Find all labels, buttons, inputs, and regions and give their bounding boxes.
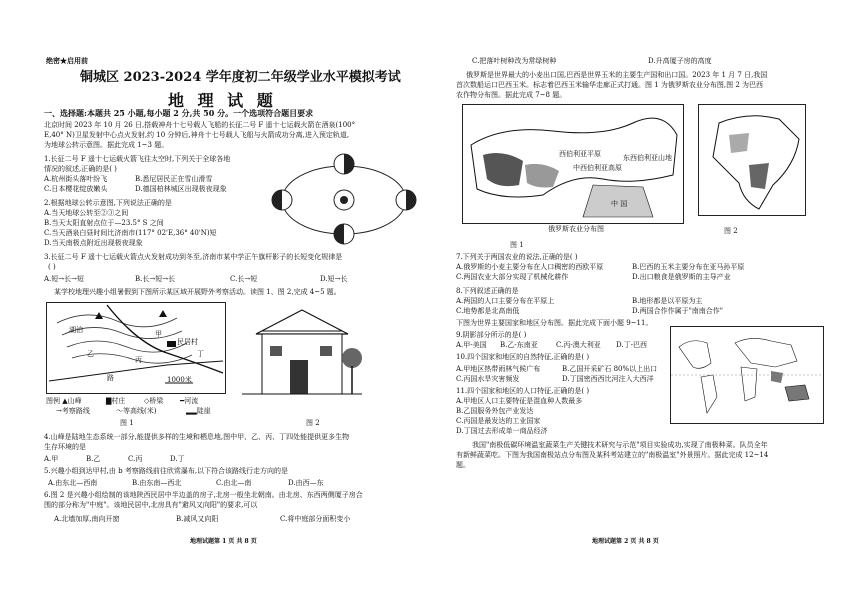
r-intro-line-2: 首次数船运口巴西玉米。标志着巴西玉米输华走廊正式打通。图 1 为俄罗斯农业分布图,图 2 为巴西	[456, 81, 764, 89]
q3-option-a: A.短→长→短	[44, 275, 85, 283]
q5-option-b: B.由东南—西北	[132, 479, 182, 487]
map-label-east-siberia: 东西伯利亚山地	[623, 154, 672, 162]
q10-option-c: C.丙国水旱灾害频发	[456, 375, 520, 383]
q9-option-c: C.丙-澳大利亚	[556, 341, 601, 349]
q12-intro-1: 我国"南极低碳环境温室蔬菜生产关键技术研究与示范"项目实验成功,实现了南极种菜。队员全年	[472, 441, 768, 449]
map-label-village: 民居村	[177, 338, 198, 346]
map-scale: 1000米	[167, 376, 192, 384]
q12-intro-2: 有新鲜蔬菜吃。下图为我国南极站点分布图及某科考站建立的"南极温室"外景照片。据此完成 12~14	[456, 451, 769, 459]
intro-line-2: E,40° N)卫星发射中心点火发射,约 10 分钟后,神舟十七号载人飞船与火箭成功分离,进入预定轨道,	[44, 131, 350, 139]
confidential-label: 绝密★启用前	[46, 56, 88, 65]
q10-option-a: A.甲地区热带雨林气候广布	[456, 365, 541, 373]
fig-intro: 某学校地理兴趣小组暑假到下图所示某区域开展野外考察活动。读图 1、图 2,完成 4~5 题。	[54, 288, 341, 296]
q7-option-d: D.出口粮食是俄罗斯的主导产业	[632, 273, 731, 281]
q7-option-a: A.俄罗斯的小麦主要分布在人口稠密的西欧平原	[456, 263, 604, 271]
left-page	[40, 0, 432, 600]
q8-option-c: C.地势都是北高南低	[456, 307, 520, 315]
q6-option-c: C.将中庭部分面积变小	[280, 515, 351, 523]
q1-option-d: D.德国柏林城区出现极夜现象	[135, 185, 227, 193]
topographic-map	[46, 302, 226, 394]
q4-option-b: B.乙	[86, 455, 101, 463]
q3-stem-1: 3.长征二号 F 遥十七运载火箭点火发射成功到冬至,济南市某中学正午旗杆影子的长短变化规律是	[44, 253, 343, 261]
q10-option-d: D.丁国密西西比河注入大西洋	[562, 375, 654, 383]
q10-stem: 10.四个国家和地区的自然特征,正确的是( )	[456, 353, 590, 361]
intro-line-1: 北京时间 2023 年 10 月 26 日,搭载神舟十七号载人飞船的长征二号 F 遥十七运载火箭在酒泉(100°	[44, 121, 356, 129]
q4-stem-2: 生存环境的是	[44, 443, 86, 451]
q6-option-b: B.减风又向阳	[176, 515, 219, 523]
q6-stem-1: 6.图 2 是兴趣小组绘制的该地陕西民居中半边盖的房子,北房一般坐北朝南。由北房、东西两侧厦子房合	[44, 491, 363, 499]
q11-option-a: A.甲地区人口主要特征是混血种人数最多	[456, 397, 583, 405]
world-map	[670, 326, 824, 424]
q1-option-b: B.悉尼居民正在雪山滑雪	[135, 175, 213, 183]
r-intro-line-1: 俄罗斯是世界最大的小麦出口国,巴西是世界玉米的主要生产国和出口国。2023 年 1 月 7 日,我国	[466, 71, 768, 79]
q11-stem: 11.四个国家和地区的人口特征,正确的是( )	[456, 387, 590, 395]
r-fig1-caption: 图 1	[510, 241, 524, 249]
q9-stem: 9.阴影部分所示的是( )	[456, 331, 527, 339]
q10-option-b: B.乙国开采矿石 80%以上出口	[562, 365, 658, 373]
map-label-road: 路	[107, 374, 114, 382]
q11-option-d: D.丁国过去形成单一商品经济	[456, 427, 548, 435]
q1-stem-2: 情况的叙述,正确的是( )	[44, 165, 117, 173]
q9-intro: 下图为世界主要国家和地区分布图。据此完成下面小题 9~11。	[456, 319, 653, 327]
q2-option-a: A.当天地球公转至②③之间	[44, 209, 129, 217]
q8-stem: 8.下列叙述正确的是	[456, 287, 519, 295]
r-intro-line-3: 农作物分布图。据此完成 7~8 题。	[456, 91, 567, 99]
legend-item-village: ▇村庄	[106, 397, 126, 405]
q6-option-d-continued: D.升高厦子房的高度	[648, 57, 712, 65]
q7-option-b: B.巴西的玉米主要分布在亚马孙平原	[632, 263, 745, 271]
q7-option-c: C.两国农业大部分实现了机械化耕作	[456, 273, 569, 281]
q3-stem-2: ( )	[48, 263, 56, 271]
russia-map-subcaption: 俄罗斯农业分布图	[548, 225, 604, 233]
q6-option-a: A.北墙加厚,南向开窗	[54, 515, 120, 523]
legend-item-route: →考察路线	[56, 407, 90, 415]
map-label-west-siberia: 西伯利亚平原	[559, 150, 601, 158]
q2-stem: 2.根据地球公转示意图,下列说法正确的是	[44, 199, 172, 207]
q11-option-b: B.乙国服务外包产业发达	[456, 407, 534, 415]
map-label-china: 中 国	[611, 200, 628, 208]
q4-option-a: A.甲	[44, 455, 59, 463]
brazil-crop-map	[698, 104, 806, 216]
r-fig2-caption: 图 2	[724, 227, 738, 235]
q3-option-d: D.短→长	[320, 275, 348, 283]
q4-option-d: D.丁	[170, 455, 185, 463]
map-label-lake: 湖泊	[69, 326, 83, 334]
earth-orbit-diagram	[264, 150, 424, 248]
q1-option-a: A.杭州街头落叶纷飞	[44, 175, 108, 183]
legend-item-bridge: ◇桥梁	[144, 397, 164, 405]
legend-item-contour: ～等高线(米)	[116, 407, 157, 415]
q2-option-b: B.当天太阳直射点位于—23.5° S 之间	[44, 219, 164, 227]
subject-title: 地 理 试 题	[168, 91, 277, 110]
fig1-caption: 图 1	[120, 419, 134, 427]
legend-item-peak: 图例 ▲山峰	[46, 397, 82, 405]
q5-option-a: A.由东北—西南	[48, 479, 98, 487]
q8-option-b: B.地形都是以平原为主	[632, 297, 703, 305]
q6-option-c-continued: C.把落叶树种改为常绿树种	[472, 57, 557, 65]
q4-option-c: C.丙	[128, 455, 143, 463]
q9-option-a: A.甲-美国	[456, 341, 487, 349]
q7-stem: 7.下列关于两国农业的说法,正确的是( )	[456, 253, 578, 261]
q1-stem-1: 1.长征二号 F 遥十七运载火箭飞往太空时,下列关于全球各地	[44, 155, 231, 163]
map-label-yi: 乙	[87, 350, 94, 358]
q9-option-b: B.乙-东南亚	[500, 341, 538, 349]
q1-option-c: C.日本樱花绽放嫩头	[44, 185, 108, 193]
left-footer: 地理试题第 1 页 共 8 页	[190, 538, 257, 545]
q11-option-c: C.丙国是最发达的工业国家	[456, 417, 541, 425]
q3-option-c: C.长→短	[230, 275, 258, 283]
right-footer: 地理试题第 2 页 共 8 页	[592, 538, 659, 545]
q5-stem: 5.兴趣小组到达甲村,由 b 考察路线前往欣赏瀑布,以下符合该路线行走方向的是	[44, 467, 289, 475]
legend-item-river: ━河流	[180, 397, 199, 405]
q5-option-d: D.由西—东	[288, 479, 324, 487]
map-label-bing: 丙	[135, 356, 142, 364]
section-heading: 一、选择题:本题共 25 小题,每小题 2 分,共 50 分。一个选项符合题目要求	[44, 108, 314, 118]
fig2-caption: 图 2	[306, 419, 320, 427]
map-label-central-siberia: 中西伯利亚高原	[573, 164, 622, 172]
map-label-ding: 丁	[197, 350, 204, 358]
q12-intro-3: 题。	[456, 461, 470, 469]
q3-option-b: B.长→短→长	[135, 275, 176, 283]
q8-option-d: D.两国合作作属于"南南合作"	[632, 307, 724, 315]
russia-agriculture-map	[462, 104, 684, 224]
map-label-jia: 甲	[155, 330, 162, 338]
exam-title: 铜城区 2023-2024 学年度初二年级学业水平模拟考试	[80, 70, 401, 85]
q9-option-d: D.丁-巴西	[616, 341, 647, 349]
house-sketch	[242, 304, 362, 404]
q2-option-c: C.当天酒泉白昼时间比济南市(117° 02'E,36° 40'N)短	[44, 229, 217, 237]
legend-item-cliff: ▂▂陡崖	[186, 407, 211, 415]
q6-stem-2: 围的部分称为"中庭"。该地民居中,北房具有"避风又向阳"的要求,可以	[44, 501, 258, 509]
q5-option-c: C.由北—南	[216, 479, 252, 487]
q2-option-d: D.当天南极点附近出现极夜现象	[44, 239, 143, 247]
right-page	[452, 0, 832, 600]
intro-line-3: 为地球公转示意图。据此完成 1~3 题。	[44, 141, 169, 149]
q4-stem-1: 4.山峰是陆地生态系统一部分,能提供多样的生境和栖息地,图中甲、乙、丙、丁四处能提供更多生物	[44, 433, 350, 441]
q8-option-a: A.两国的人口主要分布在平原上	[456, 297, 555, 305]
